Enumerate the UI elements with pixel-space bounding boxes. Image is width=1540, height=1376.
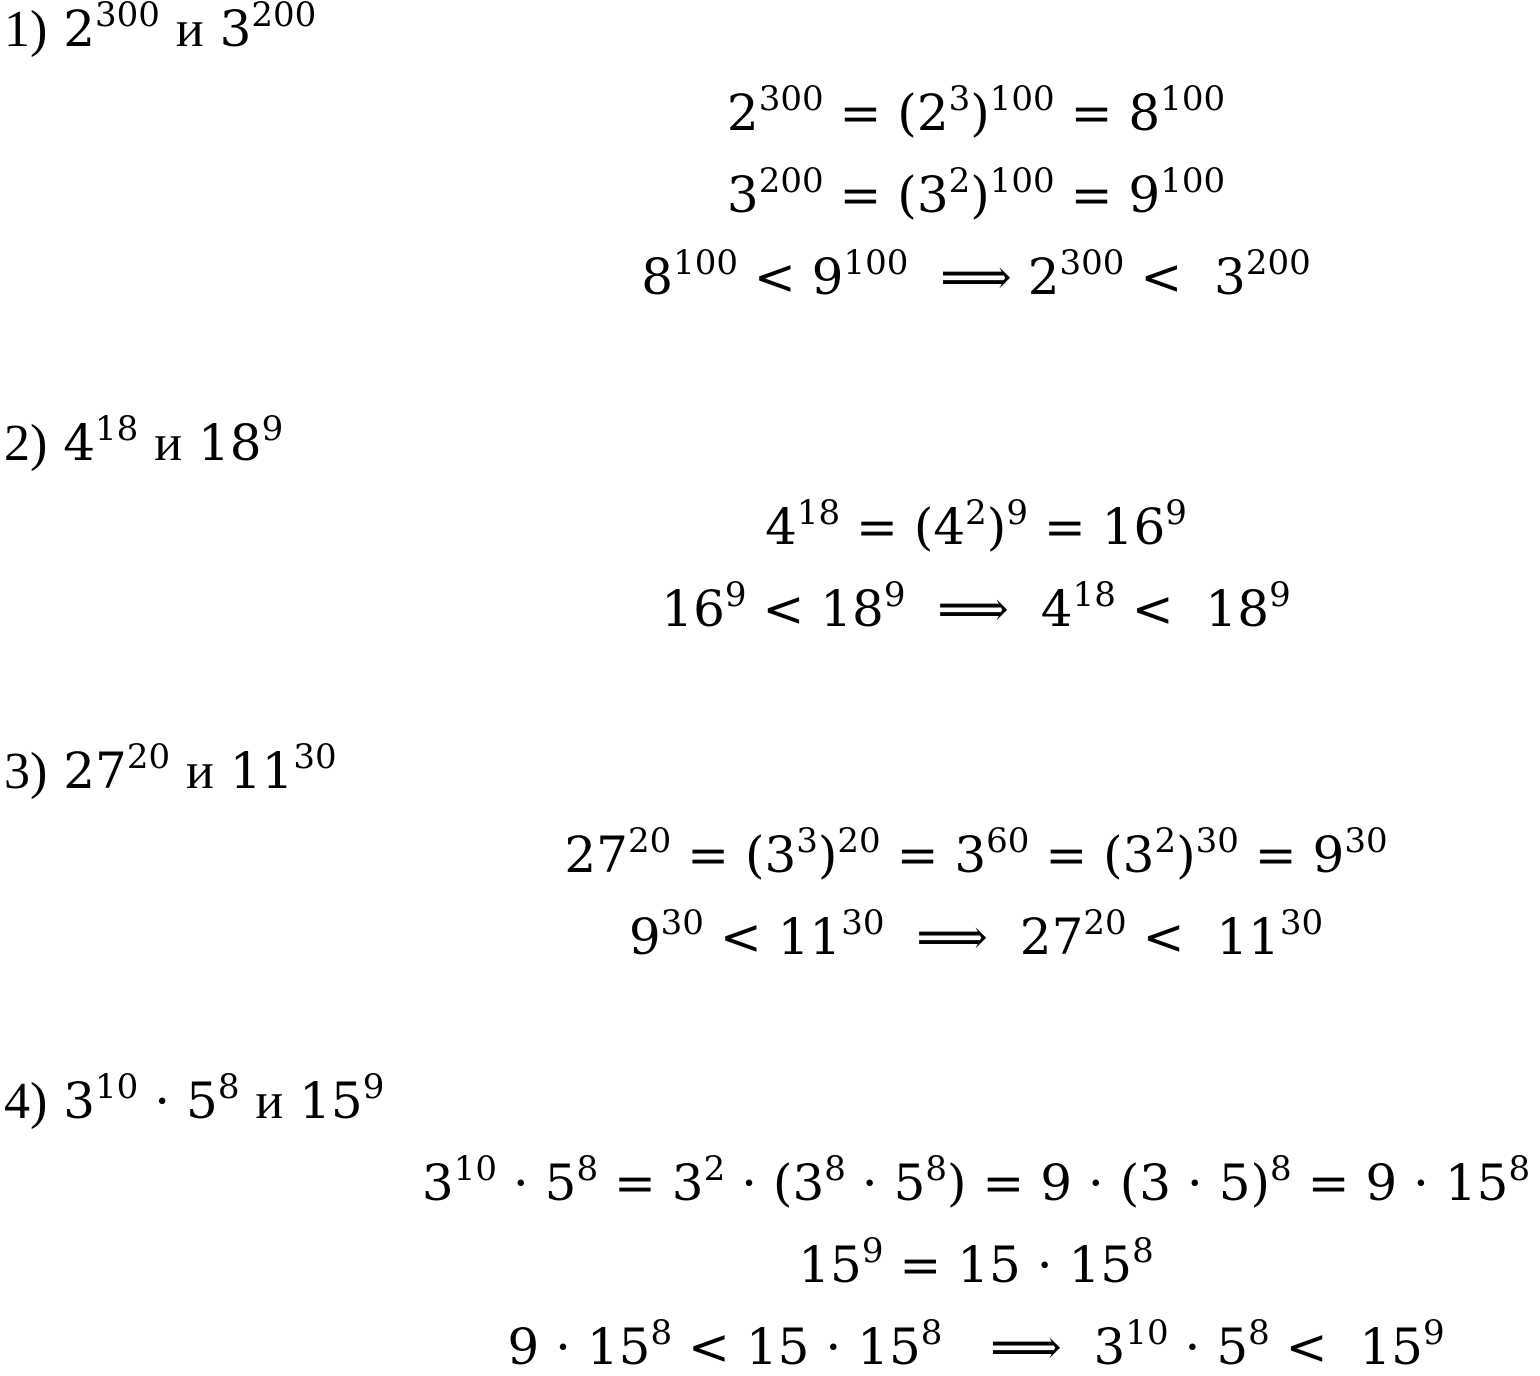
exponent: 30 — [841, 903, 885, 944]
exponent: 8 — [576, 1149, 599, 1190]
exponent: 8 — [217, 1067, 240, 1108]
exponent: 9 — [362, 1067, 385, 1108]
exponent: 300 — [95, 0, 160, 36]
exponent: 100 — [1160, 79, 1226, 120]
problem-number: 1) — [4, 1, 48, 58]
exponent: 10 — [1125, 1313, 1169, 1354]
exponent: 8 — [1508, 1149, 1531, 1190]
problem-number: 2) — [4, 415, 48, 472]
exponent: 9 — [1269, 575, 1291, 616]
exponent: 20 — [837, 821, 881, 862]
exponent: 10 — [95, 1067, 139, 1108]
exponent: 2 — [948, 161, 971, 202]
exponent: 30 — [293, 737, 337, 778]
heading-left-expression: $2^{300}$ — [63, 0, 160, 58]
conjunction-label: и — [175, 1, 204, 58]
exponent: 2 — [1154, 821, 1177, 862]
exponent: 3 — [796, 821, 818, 862]
exponent: 100 — [1160, 161, 1226, 202]
exponent: 300 — [758, 79, 824, 120]
problem-number: 4) — [4, 1073, 48, 1130]
problem-2-heading — [4, 409, 284, 472]
exponent: 8 — [1132, 1231, 1154, 1272]
conclusion-line: $9 \cdot 15^8 < 15 \cdot 15^8$ ⟹ $3^{10} \cdot 5^8 < 15^9$ — [507, 1313, 1445, 1376]
exponent: 8 — [1248, 1313, 1270, 1354]
exponent: 8 — [1270, 1149, 1292, 1190]
problem-1-heading — [4, 0, 317, 58]
exponent: 8 — [920, 1313, 943, 1354]
heading-right-expression: $3^{200}$ — [220, 0, 317, 58]
exponent: 9 — [883, 575, 906, 616]
heading-right-expression: $11^{30}$ — [229, 737, 337, 800]
exponent: 9 — [1165, 493, 1187, 534]
exponent: 9 — [1422, 1313, 1445, 1354]
conclusion-line: $16^9 < 18^9$ ⟹ $4^{18} < 18^9$ — [661, 575, 1291, 638]
conjunction-label: и — [154, 415, 183, 472]
heading-left-expression: $3^{10} \cdot 5^8$ — [63, 1067, 240, 1130]
exponent: 20 — [1083, 903, 1127, 944]
conclusion-line: $9^{30} < 11^{30}$ ⟹ $27^{20} < 11^{30}$ — [628, 903, 1324, 966]
exponent: 8 — [650, 1313, 673, 1354]
heading-right-expression: $15^9$ — [299, 1067, 385, 1130]
problem-4-heading — [4, 1067, 385, 1130]
equation-line: $4^{18} = (4^2)^9 = 16^9$ — [765, 493, 1187, 556]
exponent: 20 — [126, 737, 171, 778]
exponent: 8 — [925, 1149, 948, 1190]
exponent: 2 — [965, 493, 987, 534]
exponent: 100 — [843, 243, 909, 284]
exponent: 18 — [95, 409, 139, 450]
exponent: 3 — [948, 79, 971, 120]
heading-left-expression: $27^{20}$ — [63, 737, 171, 800]
exponent: 100 — [989, 79, 1055, 120]
equation-line: $2^{300} = (2^3)^{100} = 8^{100}$ — [726, 79, 1226, 142]
heading-left-expression: $4^{18}$ — [63, 409, 139, 472]
exponent: 100 — [673, 243, 738, 284]
exponent: 30 — [1344, 821, 1388, 862]
conjunction-label: и — [255, 1073, 284, 1130]
exponent: 9 — [861, 1231, 884, 1272]
exponent: 20 — [627, 821, 672, 862]
exponent: 100 — [989, 161, 1055, 202]
exponent: 200 — [1245, 243, 1311, 284]
equation-line: $27^{20} = (3^3)^{20} = 3^{60} = (3^2)^{30} = 9^{30}$ — [564, 821, 1388, 884]
exponent: 30 — [1195, 821, 1239, 862]
exponent: 18 — [1072, 575, 1116, 616]
exponent: 10 — [453, 1149, 497, 1190]
exponent: 8 — [824, 1149, 846, 1190]
heading-right-expression: $18^9$ — [197, 409, 284, 472]
conjunction-label: и — [186, 743, 214, 800]
equation-line: $3^{10} \cdot 5^8 = 3^2 \cdot (3^8 \cdot 5^8) = 9 \cdot (3 \cdot 5)^8 = 9 \cdot 15^8$ — [421, 1149, 1531, 1212]
exponent: 9 — [1006, 493, 1028, 534]
exponent: 9 — [724, 575, 747, 616]
problem-3-heading — [4, 737, 337, 800]
exponent: 30 — [1279, 903, 1324, 944]
exponent: 30 — [660, 903, 704, 944]
exponent: 2 — [703, 1149, 726, 1190]
problem-number: 3) — [4, 743, 48, 800]
exponent: 60 — [986, 821, 1030, 862]
equation-line: $3^{200} = (3^2)^{100} = 9^{100}$ — [726, 161, 1226, 224]
exponent: 200 — [758, 161, 824, 202]
conclusion-line: $8^{100} < 9^{100}$ ⟹ $2^{300} < 3^{200}$ — [641, 243, 1311, 306]
exponent: 18 — [796, 493, 841, 534]
exponent: 9 — [261, 409, 284, 450]
equation-line: $15^9 = 15 \cdot 15^8$ — [798, 1231, 1154, 1294]
exponent: 200 — [251, 0, 317, 36]
exponent: 300 — [1059, 243, 1125, 284]
